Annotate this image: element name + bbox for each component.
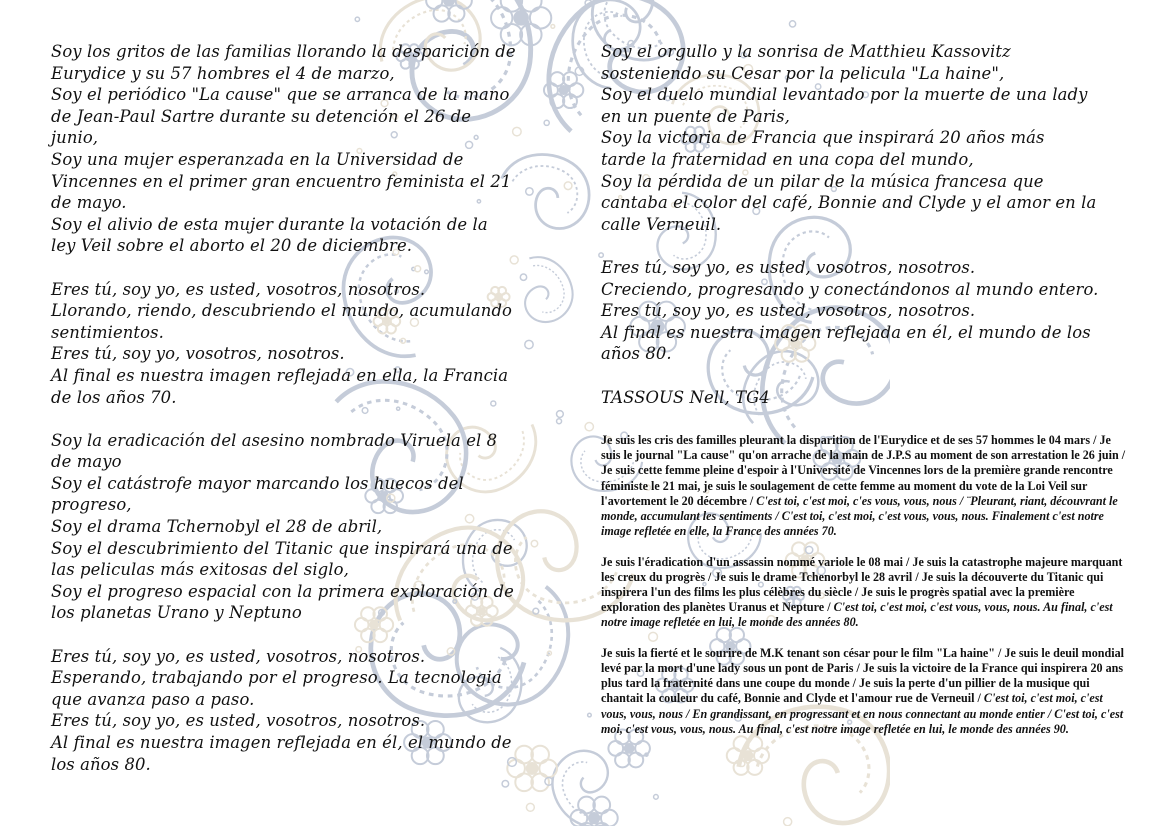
poem-line: las peliculas más exitosas del siglo, — [51, 560, 349, 580]
dot-ornament — [355, 17, 359, 21]
poem-line: sosteniendo su Cesar por la pelicula "La haine", — [601, 63, 1005, 83]
poem-line: Soy una mujer esperanzada en la Universidad de — [51, 149, 464, 169]
poem-line: Eres tú, soy yo, es usted, vosotros, nosotros. — [51, 711, 426, 731]
left-stanza — [51, 430, 561, 624]
poem-line: que avanza paso a paso. — [51, 689, 255, 709]
left-stanza — [51, 646, 561, 776]
poem-line: progreso, — [51, 495, 132, 515]
poem-line: Soy el orgullo y la sonrisa de Matthieu Kassovitz — [601, 42, 1011, 61]
spanish-poem-left-column — [51, 41, 561, 797]
left-stanza — [51, 41, 561, 257]
poem-line: Soy la eradicación del asesino nombrado Viruela el 8 — [51, 430, 498, 450]
dot-ornament — [564, 182, 572, 190]
poem-line: ley Veil sobre el aborto el 20 de diciembre. — [51, 236, 413, 256]
poem-line: tarde la fraternidad en una copa del mundo, — [601, 149, 974, 169]
poem-line: sentimientos. — [51, 322, 164, 342]
dot-ornament — [551, 24, 555, 28]
poem-line: cantaba el color del café, Bonnie and Clyde y el amor en la — [601, 193, 1097, 213]
poem-line: Al final es nuestra imagen reflejada en él, el mundo de — [51, 733, 512, 752]
poem-line: Soy el catástrofe mayor marcando los huecos del — [51, 473, 464, 493]
poem-line: los planetas Urano y Neptuno — [51, 603, 302, 623]
spanish-poem-right-column — [601, 41, 1131, 408]
french-paragraph-refrain: C'est toi, c'est moi, c'est vous, vous, nous / En grandissant, en progressant et en nous connectant au monde entier / C'est toi, c'est moi, c'est vous, vous, nous. Au final, c'est notre image refletée en lui, le monde des années 90. — [601, 691, 1124, 736]
left-stanza — [51, 279, 561, 409]
french-paragraph-refrain: C'est toi, c'est moi, c'est vous, vous, nous. Au final, c'est notre image refletée en lui, le monde des années 80. — [601, 600, 1113, 630]
dot-ornament — [526, 803, 534, 811]
poem-line: Soy la victoria de Francia que inspirará 20 años más — [601, 128, 1045, 148]
french-paragraph-refrain: C'est toi, c'est moi, c'es vous, vous, nous / ¨Pleurant, riant, découvrant le monde, accumulant les sentiments / C'est toi, c'est moi, c'est vous, vous, nous. Finalement c'est notre image refletée en elle, la France des années 70. — [601, 493, 1118, 539]
poem-line: de los años 70. — [51, 387, 177, 407]
flower-ornament — [426, 0, 472, 22]
poem-line: Al final es nuestra imagen reflejada en él, el mundo de los — [601, 322, 1091, 342]
poem-line: Eres tú, soy yo, es usted, vosotros, nosotros. — [601, 301, 976, 321]
dot-ornament — [789, 21, 795, 27]
poem-line: de mayo — [51, 452, 122, 472]
right-stanza — [601, 41, 1131, 235]
poem-line: Soy el drama Tchernobyl el 28 de abril, — [51, 517, 383, 537]
poem-line: Al final es nuestra imagen reflejada en ella, la Francia — [51, 365, 509, 385]
french-paragraph — [601, 433, 1131, 539]
poem-line: Soy el descubrimiento del Titanic que inspirará una de — [51, 538, 513, 558]
author-signature: TASSOUS Nell, TG4 — [601, 387, 770, 407]
poem-line: años 80. — [601, 344, 672, 364]
french-paragraph-text: Je suis l'éradication d'un assassin nommé variole le 08 mai / Je suis la catastrophe majeure marquant les creux du progrès / Je suis le drame Tchenorbyl le 28 avril / Je suis la découverte du Titanic qui inspirera l'un des films les plus célèbres du siècle / Je suis le progrès spatial avec la première exploration des planètes Uranus et Nepture / — [601, 554, 1123, 615]
poem-line: de Jean-Paul Sartre durante su detención el 26 de — [51, 106, 472, 126]
french-paragraph — [601, 646, 1131, 737]
poem-line: Soy el alivio de esta mujer durante la votación de la — [51, 214, 488, 234]
french-paragraph-text: Je suis la fierté et le sourire de M.K tenant son césar pour le film "La haine" / Je suis le deuil mondial levé par la mort d'une lady sous un pont de Paris / Je suis la victoire de la France qui inspirera 20 ans plus tard la fraternité dans une coupe du monde / Je suis la perte d'un pillier de la musique qui chantait la couleur du café, Bonnie and Clyde et l'amour rue de Verneuil / — [601, 645, 1125, 706]
dot-ornament — [585, 423, 593, 431]
poem-line: Eres tú, soy yo, es usted, vosotros, nosotros. — [51, 279, 426, 299]
poem-line: junio, — [51, 128, 99, 148]
poem-line: en un puente de Paris, — [601, 106, 790, 126]
french-paragraph — [601, 555, 1131, 631]
poem-line: calle Verneuil. — [601, 214, 722, 234]
french-paragraph-text: Je suis les cris des familles pleurant la disparition de l'Eurydice et de ses 57 hommes le 04 mars / Je suis le journal "La cause" qu'on arrache de la main de J.P.S au moment de son arrestation le 26 juin / Je suis cette femme pleine d'espoir à l'Université de Vincennes lors de la première grande rencontre féministe le 21 mai, je suis le soulagement de cette femme au moment du vote de la Loi Veil sur l'avortement le 20 décembre / — [601, 433, 1126, 508]
poem-line: Soy el progreso espacial con la primera exploración de — [51, 581, 514, 601]
poem-line: Vincennes en el primer gran encuentro feminista el 21 — [51, 171, 512, 191]
poem-line: Soy el duelo mundial levantado por la muerte de una lady — [601, 85, 1088, 105]
poem-line: Eres tú, soy yo, vosotros, nosotros. — [51, 344, 345, 364]
poem-line: Llorando, riendo, descubriendo el mundo, acumulando — [51, 301, 513, 321]
dot-ornament — [654, 795, 659, 800]
dot-ornament — [784, 818, 792, 826]
poem-line: Eres tú, soy yo, es usted, vosotros, nosotros. — [51, 646, 426, 666]
poem-line: de mayo. — [51, 193, 127, 213]
poem-line: Soy la pérdida de un pilar de la música francesa que — [601, 171, 1044, 191]
poem-line: Soy el periódico "La cause" que se arranca de la mano — [51, 85, 510, 105]
poem-line: Eurydice y su 57 hombres el 4 de marzo, — [51, 63, 395, 83]
poem-line: Creciendo, progresando y conectándonos al mundo entero. — [601, 279, 1099, 299]
dot-ornament — [588, 713, 592, 717]
poem-line: los años 80. — [51, 754, 151, 774]
poem-line: Soy los gritos de las familias llorando la desparición de — [51, 42, 516, 61]
french-translation-block — [601, 433, 1131, 752]
poem-line: Eres tú, soy yo, es usted, vosotros, nosotros. — [601, 257, 976, 277]
right-stanza — [601, 257, 1131, 365]
poem-line: Esperando, trabajando por el progreso. La tecnologia — [51, 668, 502, 688]
flower-ornament — [491, 0, 551, 45]
